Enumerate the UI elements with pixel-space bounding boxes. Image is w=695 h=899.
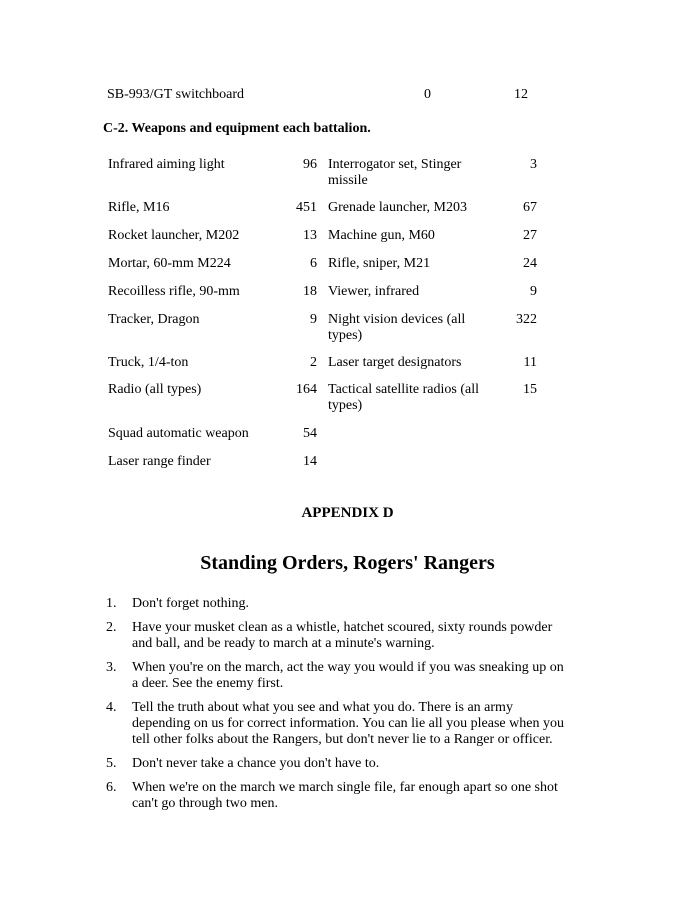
equipment-left-name: Truck, 1/4-ton xyxy=(108,355,189,370)
order-item xyxy=(106,756,566,772)
equipment-left-name: Mortar, 60-mm M224 xyxy=(108,256,231,271)
order-text: When you're on the march, act the way you would if you was sneaking up on a deer. See the enemy first. xyxy=(132,660,564,691)
equipment-left-qty: 96 xyxy=(303,157,317,172)
switchboard-col1: 0 xyxy=(424,87,431,102)
appendix-title: APPENDIX D xyxy=(301,505,394,521)
equipment-right-name: Interrogator set, Stinger missile xyxy=(328,157,462,188)
order-item xyxy=(106,660,566,692)
order-number: 2. xyxy=(106,620,117,635)
orders-list xyxy=(106,596,566,812)
equipment-right-qty: 27 xyxy=(523,228,537,243)
equipment-right-name: Laser target designators xyxy=(328,355,462,370)
equipment-left-name: Laser range finder xyxy=(108,454,211,469)
order-number: 1. xyxy=(106,596,117,611)
equipment-right-qty: 15 xyxy=(523,382,537,397)
equipment-left-qty: 54 xyxy=(303,426,317,441)
equipment-left-qty: 9 xyxy=(310,312,317,327)
order-text: Tell the truth about what you see and what you do. There is an army depending on us for correct information. You can lie all you please when you tell other folks about the Rangers, but don't never lie to a Ranger or officer. xyxy=(132,700,564,747)
equipment-left-name: Radio (all types) xyxy=(108,382,202,397)
equipment-right-name: Viewer, infrared xyxy=(328,284,420,299)
order-item xyxy=(106,620,566,652)
equipment-left-qty: 6 xyxy=(310,256,317,271)
order-item xyxy=(106,700,566,748)
equipment-left-name: Tracker, Dragon xyxy=(108,312,200,327)
order-item xyxy=(106,780,566,812)
equipment-right-qty: 9 xyxy=(530,284,537,299)
equipment-left-qty: 2 xyxy=(310,355,317,370)
equipment-right-qty: 3 xyxy=(530,157,537,172)
section-heading: C-2. Weapons and equipment each battalion. xyxy=(103,121,371,136)
equipment-left-qty: 14 xyxy=(303,454,317,469)
equipment-left-qty: 18 xyxy=(303,284,317,299)
main-title: Standing Orders, Rogers' Rangers xyxy=(200,552,495,574)
equipment-left-name: Recoilless rifle, 90-mm xyxy=(108,284,240,299)
equipment-left-name: Infrared aiming light xyxy=(108,157,225,172)
switchboard-label: SB-993/GT switchboard xyxy=(107,87,245,102)
order-text: Have your musket clean as a whistle, hatchet scoured, sixty rounds powder and ball, and be ready to march at a minute's warning. xyxy=(132,620,553,651)
equipment-left-qty: 164 xyxy=(296,382,317,397)
order-text: Don't forget nothing. xyxy=(132,596,249,611)
equipment-left-name: Rocket launcher, M202 xyxy=(108,228,240,243)
order-item xyxy=(106,596,566,612)
order-number: 4. xyxy=(106,700,117,715)
order-number: 3. xyxy=(106,660,117,675)
equipment-right-qty: 67 xyxy=(523,200,537,215)
order-number: 5. xyxy=(106,756,117,771)
equipment-right-name: Rifle, sniper, M21 xyxy=(328,256,431,271)
equipment-left-qty: 13 xyxy=(303,228,317,243)
equipment-right-qty: 24 xyxy=(523,256,537,271)
equipment-right-name: Tactical satellite radios (all types) xyxy=(328,382,480,413)
switchboard-col2: 12 xyxy=(514,87,528,102)
equipment-right-qty: 322 xyxy=(516,312,537,327)
order-text: Don't never take a chance you don't have to. xyxy=(132,756,380,771)
equipment-left-qty: 451 xyxy=(296,200,317,215)
equipment-left-name: Rifle, M16 xyxy=(108,200,170,215)
equipment-right-name: Machine gun, M60 xyxy=(328,228,435,243)
equipment-right-name: Night vision devices (all types) xyxy=(328,312,466,343)
equipment-right-name: Grenade launcher, M203 xyxy=(328,200,467,215)
equipment-right-qty: 11 xyxy=(523,355,537,370)
order-text: When we're on the march we march single file, far enough apart so one shot can't go through two men. xyxy=(132,780,558,811)
equipment-left-name: Squad automatic weapon xyxy=(108,426,249,441)
order-number: 6. xyxy=(106,780,117,795)
